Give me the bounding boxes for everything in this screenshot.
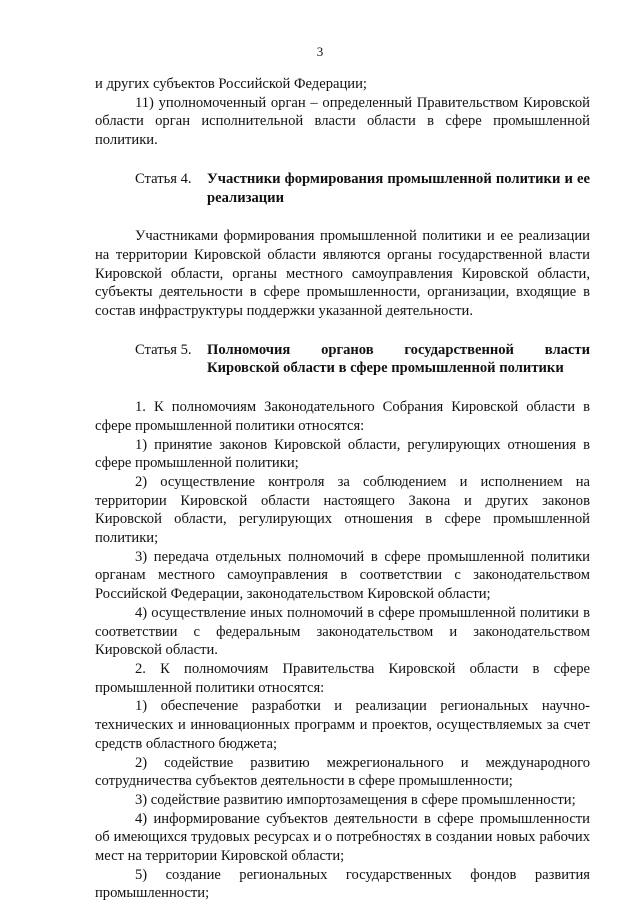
article-title-line: Полномочия органов государственной власти xyxy=(207,341,590,358)
paragraph: Участниками формирования промышленной политики и ее реализации на территории Кировской области являются органы государственной власти Кировской области, органы местного самоуправления Кировской области, субъекты деятельности в сфере промышленности, организации, входящие в состав инфраструктуры поддержки указанной деятельности. xyxy=(95,228,590,320)
article-title-line: Кировской области в сфере промышленной политики xyxy=(207,360,564,377)
paragraph: 5) создание региональных государственных фондов развития промышленности; xyxy=(95,866,590,902)
paragraph: 4) осуществление иных полномочий в сфере промышленной политики в соответствии с федеральным законодательством и законодательством Кировской области. xyxy=(95,604,590,659)
article-title xyxy=(207,341,590,378)
article-label: Статья 4. xyxy=(135,170,192,187)
paragraph: и других субъектов Российской Федерации; xyxy=(95,76,367,92)
paragraph: 3) передача отдельных полномочий в сфере промышленной политики органам местного самоуправления в соответствии с законодательством Российской Федерации, законодательством Кировской области; xyxy=(95,548,590,603)
page-number: 3 xyxy=(316,44,324,59)
paragraph: 2) осуществление контроля за соблюдением и исполнением на территории Кировской области настоящего Закона и других законов Кировской области, регулирующих отношения в сфере промышленной политики; xyxy=(95,473,590,547)
paragraph: 2. К полномочиям Правительства Кировской области в сфере промышленной политики относятся: xyxy=(95,660,590,696)
paragraph: 4) информирование субъектов деятельности в сфере промышленности об имеющихся трудовых ресурсах и о потребностях в создании новых рабочих мест на территории Кировской области; xyxy=(95,810,590,865)
article-4-heading xyxy=(95,170,590,207)
document-body xyxy=(95,75,590,903)
paragraph: 11) уполномоченный орган – определенный Правительством Кировской области орган исполнительной власти области в сфере промышленной политики. xyxy=(95,94,590,149)
article-5-heading xyxy=(95,341,590,378)
paragraph: 3) содействие развитию импортозамещения в сфере промышленности; xyxy=(135,791,576,808)
article-title: Участники формирования промышленной политики и ее реализации xyxy=(207,170,590,206)
paragraph: 1. К полномочиям Законодательного Собрания Кировской области в сфере промышленной политики относятся: xyxy=(95,399,590,434)
paragraph: 2) содействие развитию межрегионального и международного сотрудничества субъектов деятельности в сфере промышленности; xyxy=(95,754,590,790)
paragraph: 1) обеспечение разработки и реализации региональных научно-технических и инновационных программ и проектов, осуществляемых за счет средств областного бюджета; xyxy=(95,698,590,752)
paragraph: 1) принятие законов Кировской области, регулирующих отношения в сфере промышленной политики; xyxy=(95,436,590,472)
article-label: Статья 5. xyxy=(135,341,192,358)
